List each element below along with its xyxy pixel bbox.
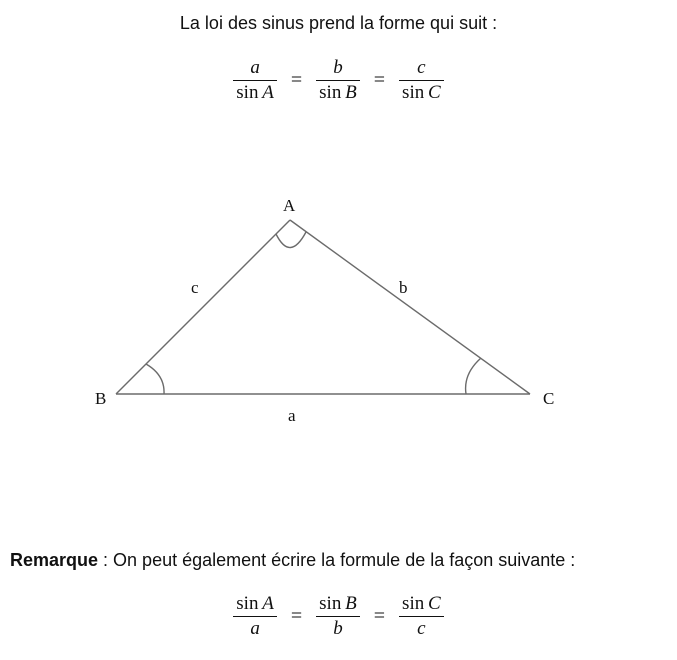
denominator-fn: sin (319, 82, 342, 103)
remark-text (10, 548, 575, 572)
denominator-fn: sin (236, 82, 259, 103)
side-label-b: b (399, 278, 408, 297)
numerator-var: A (262, 593, 274, 614)
fraction-sin-a-over-a (233, 592, 277, 641)
vertex-label-c: C (543, 389, 555, 408)
denominator-var: C (428, 82, 441, 103)
equals-sign: = (290, 605, 303, 627)
remark-body: On peut également écrire la formule de la façon suivante : (113, 550, 576, 570)
numerator-fn: sin (402, 593, 425, 614)
side-b-line (290, 220, 530, 394)
denominator-var: A (262, 82, 274, 103)
equals-sign: = (373, 69, 386, 91)
side-label-a: a (288, 406, 296, 425)
vertex-label-b: B (95, 389, 107, 408)
numerator-var: a (250, 57, 260, 78)
angle-arc-b (146, 364, 164, 394)
numerator-var: B (345, 593, 357, 614)
remark-separator: : (98, 550, 114, 570)
numerator-fn: sin (236, 593, 259, 614)
numerator-var: C (428, 593, 441, 614)
denominator-var: c (417, 618, 426, 639)
fraction-sin-b-over-b (316, 592, 360, 641)
side-label-c: c (191, 278, 199, 297)
alternate-law-of-sines-formula (0, 592, 677, 641)
angle-arc-c (466, 358, 481, 394)
equals-sign: = (290, 69, 303, 91)
fraction-sin-c-over-c (399, 592, 444, 641)
denominator-fn: sin (402, 82, 425, 103)
denominator-var: b (333, 618, 343, 639)
remark-label: Remarque (10, 550, 99, 570)
angle-arc-a (276, 232, 306, 248)
numerator-var: b (333, 57, 343, 78)
denominator-var: B (345, 82, 357, 103)
intro-text: La loi des sinus prend la forme qui suit : (179, 13, 498, 33)
side-c-line (116, 220, 290, 394)
numerator-fn: sin (319, 593, 342, 614)
numerator-var: c (417, 57, 426, 78)
denominator-var: a (250, 618, 260, 639)
vertex-label-a: A (283, 196, 296, 215)
equals-sign: = (373, 605, 386, 627)
